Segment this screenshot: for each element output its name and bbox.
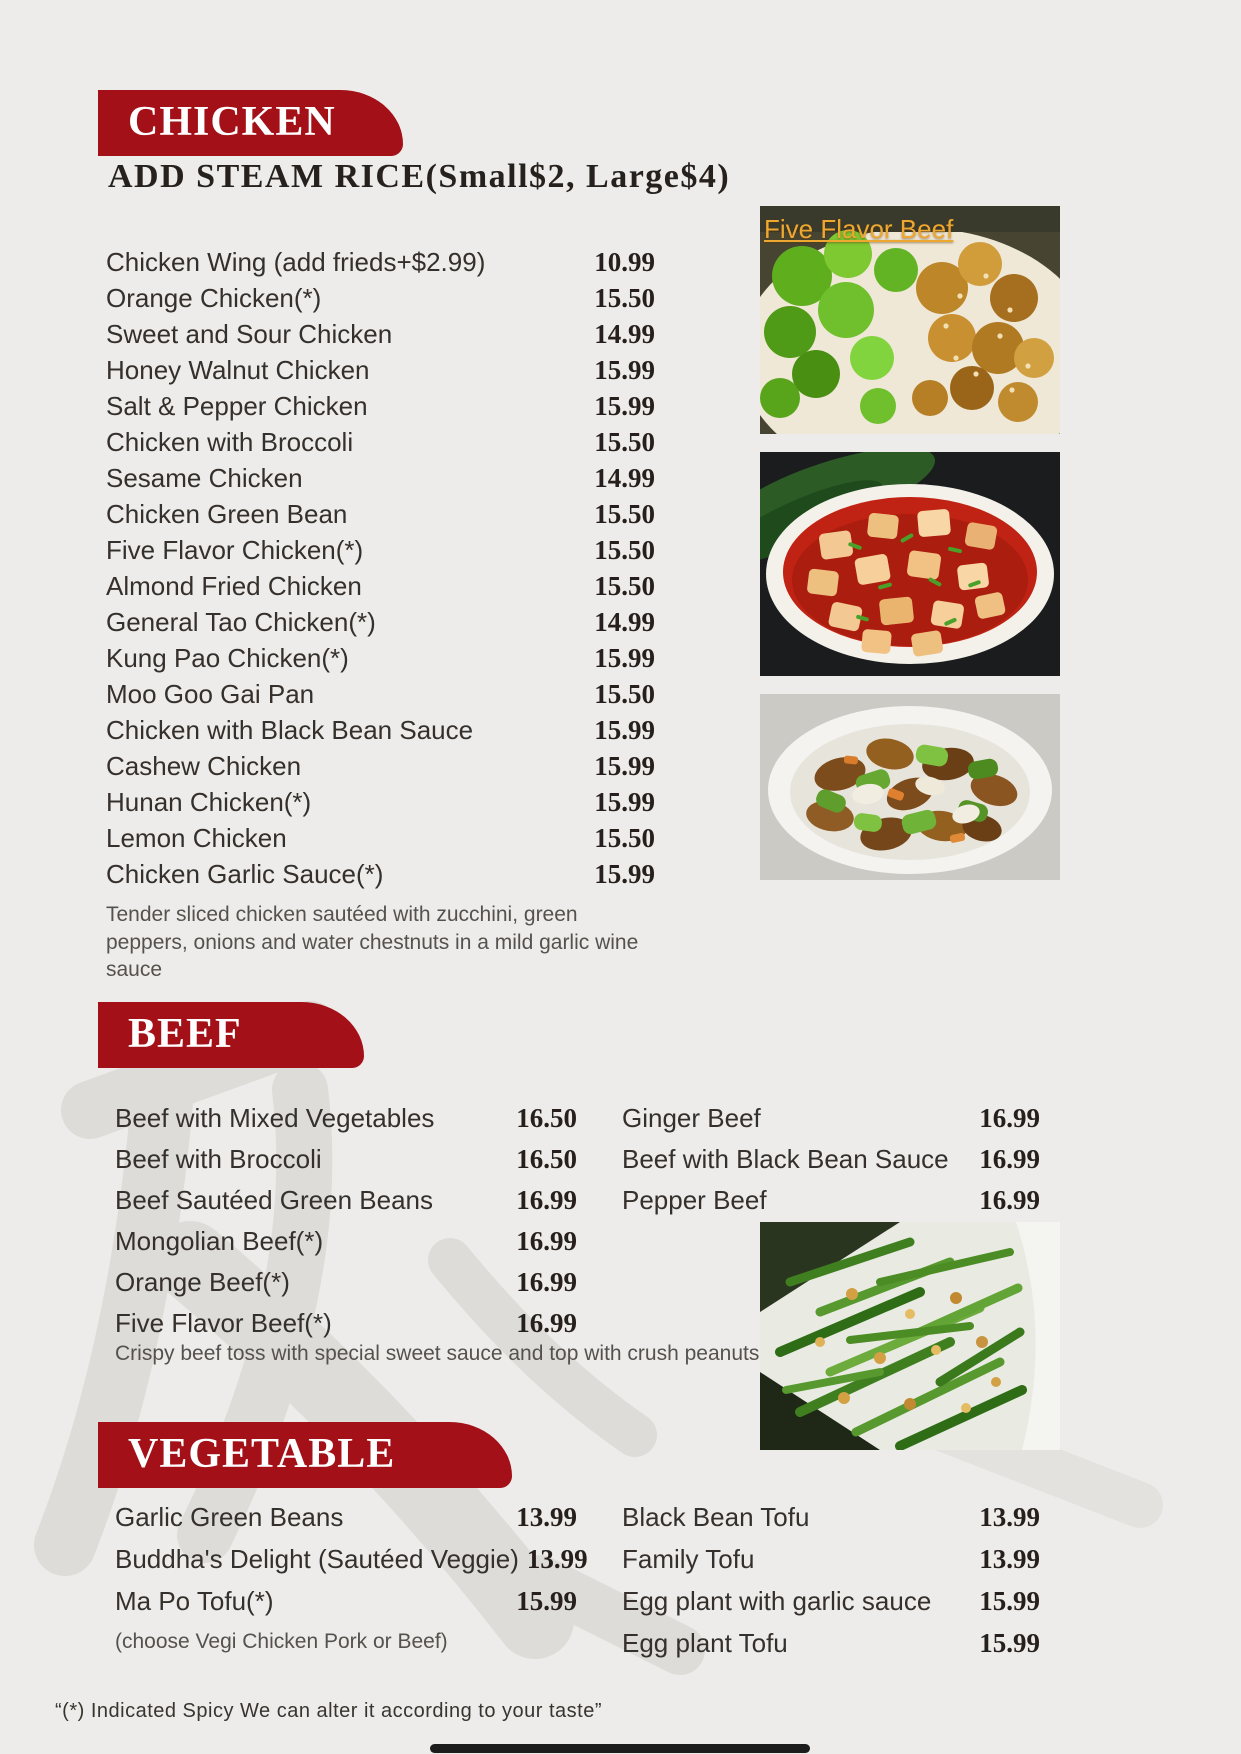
- five-flavor-beef-description: Crispy beef toss with special sweet sauce and top with crush peanuts: [115, 1342, 760, 1365]
- menu-item-price: 15.50: [594, 426, 655, 457]
- menu-item-row: [106, 388, 655, 424]
- menu-item-row: [622, 1098, 1040, 1139]
- menu-item-price: 14.99: [594, 606, 655, 637]
- menu-item-row: [115, 1139, 577, 1180]
- vegetable-menu-list-right: [622, 1496, 1040, 1664]
- menu-item-name: Beef with Broccoli: [115, 1144, 322, 1174]
- menu-item-price: 16.99: [979, 1144, 1040, 1174]
- menu-item-price: 15.50: [594, 570, 655, 601]
- menu-item-name: Sesame Chicken: [106, 462, 303, 493]
- menu-item-price: 15.99: [594, 714, 655, 745]
- menu-item-price: 10.99: [594, 246, 655, 277]
- menu-item-price: 13.99: [526, 1543, 588, 1574]
- menu-item-name: Egg plant Tofu: [622, 1627, 788, 1658]
- menu-item-price: 16.99: [516, 1185, 577, 1215]
- menu-item-row: [106, 244, 655, 280]
- menu-item-name: Lemon Chicken: [106, 822, 287, 853]
- menu-item-name: Hunan Chicken(*): [106, 786, 312, 817]
- chicken-section-banner: CHICKEN: [98, 90, 403, 156]
- menu-item-row: [115, 1262, 577, 1303]
- menu-item-price: 16.99: [516, 1308, 577, 1338]
- menu-item-row: [115, 1303, 577, 1344]
- menu-item-row: [115, 1496, 577, 1538]
- menu-item-row: [115, 1180, 577, 1221]
- pepper-beef-photo: [760, 694, 1060, 880]
- menu-item-name: Five Flavor Beef(*): [115, 1308, 332, 1338]
- menu-item-name: Ginger Beef: [622, 1103, 761, 1133]
- menu-item-price: 13.99: [979, 1501, 1040, 1532]
- menu-item-name: Pepper Beef: [622, 1185, 767, 1215]
- menu-item-name: Orange Beef(*): [115, 1267, 290, 1297]
- menu-item-row: [106, 424, 655, 460]
- menu-item-row: [106, 712, 655, 748]
- menu-item-name: Ma Po Tofu(*): [115, 1585, 274, 1616]
- menu-item-name: Sweet and Sour Chicken: [106, 318, 393, 349]
- menu-item-name: Beef Sautéed Green Beans: [115, 1185, 434, 1215]
- menu-item-row: [115, 1538, 588, 1580]
- menu-item-price: 16.99: [979, 1185, 1040, 1215]
- menu-item-price: 15.99: [979, 1627, 1040, 1658]
- menu-item-row: [622, 1580, 1040, 1622]
- beef-menu-list-left: [115, 1098, 577, 1344]
- menu-item-name: Honey Walnut Chicken: [106, 354, 370, 385]
- menu-item-price: 15.50: [594, 822, 655, 853]
- menu-item-row: [106, 460, 655, 496]
- menu-item-name: Moo Goo Gai Pan: [106, 678, 315, 709]
- menu-item-price: 15.99: [594, 750, 655, 781]
- menu-item-price: 15.50: [594, 534, 655, 565]
- menu-item-name: General Tao Chicken(*): [106, 606, 376, 637]
- menu-item-name: Orange Chicken(*): [106, 282, 322, 313]
- menu-item-name: Chicken with Broccoli: [106, 426, 354, 457]
- menu-item-price: 13.99: [979, 1543, 1040, 1574]
- menu-item-price: 13.99: [516, 1501, 577, 1532]
- menu-item-price: 15.99: [979, 1585, 1040, 1616]
- menu-item-row: [622, 1538, 1040, 1580]
- menu-item-row: [106, 532, 655, 568]
- menu-item-price: 15.99: [594, 390, 655, 421]
- mapo-tofu-photo: [760, 452, 1060, 676]
- menu-item-price: 15.99: [516, 1585, 577, 1616]
- menu-item-name: Family Tofu: [622, 1543, 755, 1574]
- menu-item-row: [106, 280, 655, 316]
- menu-item-name: Chicken Garlic Sauce(*): [106, 858, 384, 889]
- menu-item-name: Cashew Chicken: [106, 750, 302, 781]
- menu-item-row: [115, 1221, 577, 1262]
- chicken-menu-list: [106, 244, 655, 892]
- menu-item-name: Beef with Mixed Vegetables: [115, 1103, 435, 1133]
- menu-item-name: Black Bean Tofu: [622, 1501, 810, 1532]
- menu-item-row: [622, 1180, 1040, 1221]
- menu-item-name: Egg plant with garlic sauce: [622, 1585, 932, 1616]
- menu-item-row: [622, 1139, 1040, 1180]
- menu-item-price: 16.99: [516, 1267, 577, 1297]
- menu-item-price: 15.50: [594, 678, 655, 709]
- menu-item-name: Salt & Pepper Chicken: [106, 390, 368, 421]
- menu-item-name: Beef with Black Bean Sauce: [622, 1144, 949, 1174]
- menu-item-name: Five Flavor Chicken(*): [106, 534, 364, 565]
- menu-item-row: [622, 1622, 1040, 1664]
- menu-item-price: 16.50: [516, 1144, 577, 1174]
- beef-section-banner: BEEF: [98, 1002, 364, 1068]
- menu-item-row: [106, 856, 655, 892]
- menu-item-name: Almond Fried Chicken: [106, 570, 362, 601]
- menu-item-name: Chicken Green Bean: [106, 498, 348, 529]
- five-flavor-beef-photo: [760, 206, 1060, 434]
- menu-item-name: Kung Pao Chicken(*): [106, 642, 349, 673]
- menu-item-row: [106, 352, 655, 388]
- menu-item-price: 14.99: [594, 318, 655, 349]
- menu-item-price: 16.50: [516, 1103, 577, 1133]
- menu-item-row: [106, 820, 655, 856]
- menu-item-name: Chicken Wing (add frieds+$2.99): [106, 246, 486, 277]
- menu-item-price: 14.99: [594, 462, 655, 493]
- menu-item-row: [106, 640, 655, 676]
- chicken-garlic-sauce-description: Tender sliced chicken sautéed with zucchini, green peppers, onions and water chestnuts in a mild garlic wine sauce: [106, 903, 639, 982]
- steam-rice-subtitle: ADD STEAM RICE(Small$2, Large$4): [108, 158, 731, 195]
- menu-item-price: 16.99: [516, 1226, 577, 1256]
- menu-item-price: 15.99: [594, 786, 655, 817]
- menu-item-row: [115, 1098, 577, 1139]
- menu-item-name: Chicken with Black Bean Sauce: [106, 714, 474, 745]
- menu-item-row: [106, 604, 655, 640]
- menu-item-price: 15.50: [594, 498, 655, 529]
- menu-item-row: [106, 496, 655, 532]
- menu-item-price: 15.50: [594, 282, 655, 313]
- menu-item-price: 16.99: [979, 1103, 1040, 1133]
- menu-item-row: [106, 316, 655, 352]
- menu-item-price: 15.99: [594, 354, 655, 385]
- bottom-decoration-bar: [430, 1744, 810, 1753]
- menu-item-row: [622, 1496, 1040, 1538]
- menu-item-row: [106, 784, 655, 820]
- menu-item-price: 15.99: [594, 858, 655, 889]
- vegetable-menu-list-left: [115, 1496, 588, 1654]
- beef-menu-list-right: [622, 1098, 1040, 1221]
- menu-item-row: [115, 1580, 577, 1622]
- menu-item-row: [106, 568, 655, 604]
- menu-item-name: Buddha's Delight (Sautéed Veggie): [115, 1543, 519, 1574]
- garlic-green-beans-photo: [760, 1222, 1060, 1450]
- five-flavor-beef-photo-label: Five Flavor Beef: [764, 214, 954, 244]
- menu-item-row: [106, 676, 655, 712]
- spicy-footnote: “(*) Indicated Spicy We can alter it according to your taste”: [55, 1700, 603, 1722]
- menu-item-name: Garlic Green Beans: [115, 1501, 344, 1532]
- menu-item-name: Mongolian Beef(*): [115, 1226, 324, 1256]
- menu-item-row: [106, 748, 655, 784]
- menu-item-note: (choose Vegi Chicken Pork or Beef): [115, 1630, 448, 1653]
- menu-item-price: 15.99: [594, 642, 655, 673]
- vegetable-section-banner: VEGETABLE: [98, 1422, 512, 1488]
